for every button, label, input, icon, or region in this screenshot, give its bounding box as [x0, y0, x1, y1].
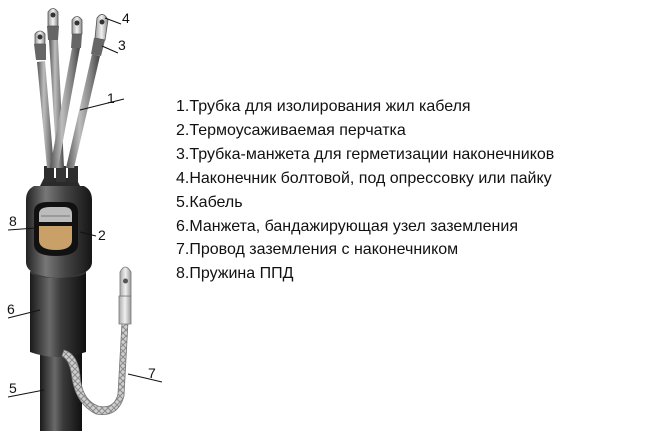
callout-6: 6	[7, 301, 15, 317]
callout-3: 3	[118, 37, 126, 53]
bandage-cuff	[30, 266, 86, 357]
callout-2: 2	[98, 227, 106, 243]
legend-item-8: 8.Пружина ППД	[176, 265, 294, 283]
legend-item-4: 4.Наконечник болтовой, под опрессовку или пайку	[176, 169, 552, 187]
legend-item-2: 2.Термоусаживаемая перчатка	[176, 121, 406, 139]
legend	[176, 95, 554, 286]
legend-item-6: 6.Манжета, бандажирующая узел заземления	[176, 217, 518, 235]
callout-8: 8	[9, 213, 17, 229]
legend-item-7: 7.Провод заземления с наконечником	[176, 241, 459, 259]
ppd-spring	[34, 202, 78, 256]
legend-item-5: 5.Кабель	[176, 193, 243, 211]
callout-7: 7	[148, 365, 156, 381]
legend-item-1: 1.Трубка для изолирования жил кабеля	[176, 98, 471, 115]
callout-1: 1	[107, 90, 115, 106]
legend-item-3: 3.Трубка-манжета для герметизации наконечников	[176, 145, 555, 163]
callout-5: 5	[9, 380, 17, 396]
callout-4: 4	[122, 10, 130, 26]
bolt-lug	[35, 9, 108, 45]
